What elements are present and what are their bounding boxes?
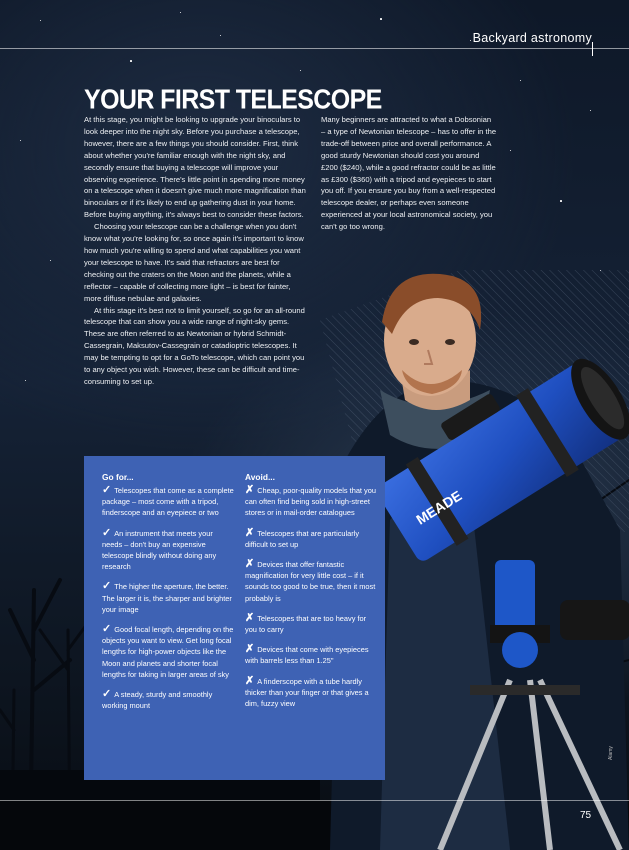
avoid-item-text: Telescopes that are particularly difficult to set up <box>245 528 360 549</box>
avoid-item <box>245 485 377 519</box>
go-for-item-text: The higher the aperture, the better. The larger it is, the sharper and brighter your image <box>102 582 232 614</box>
go-for-item-text: Good focal length, depending on the objects you want to view. Get long focal lengths for high-power objects like the Moon and planets and shorter focal lengths for taking in larger areas of sky <box>102 625 234 679</box>
cross-icon: ✗ <box>245 484 255 496</box>
paragraph: At this stage, you might be looking to upgrade your binoculars to look deeper into the night sky. Before you purchase a telescope, however, there are a few things you should consider. First, think about whether you're familiar enough with the night sky, and secondly ensure that buying a telescope will improve your observing experience. There's little point in spending more money on a telescope when it doesn't give much more magnification than binoculars or if it's likely to end up gathering dust in your home. Before buying anything, it's always best to consider these factors. <box>84 115 306 220</box>
check-icon: ✓ <box>102 526 112 539</box>
go-for-item <box>102 581 234 615</box>
telescope-brand-text: MEADE <box>413 487 465 528</box>
go-for-item <box>102 528 234 573</box>
page-number: 75 <box>580 810 592 821</box>
paragraph: Choosing your telescope can be a challenge when you don't know what you're looking for, so once again it's important to know how much you're willing to spend and what capabilities you want your telescope to have. It's said that refractors are best for checking out the craters on the Moon and the planets, while a reflector – capable of collecting more light – is best for fainter, more diffuse nebulae and galaxies. <box>84 222 304 303</box>
go-for-item <box>102 624 234 680</box>
cross-icon: ✗ <box>245 611 255 624</box>
avoid-item-text: Cheap, poor-quality models that you can often find being sold in high-street stores or in mail-order catalogues <box>245 486 376 518</box>
go-for-item <box>102 689 234 711</box>
footer-rule <box>0 800 629 801</box>
avoid-item-text: Devices that come with eyepieces with barrels less than 1.25" <box>245 645 369 666</box>
go-for-item-text: Telescopes that come as a complete package – most come with a tripod, finderscope and an eyepiece or two <box>102 486 234 518</box>
section-title: Backyard astronomy <box>472 31 592 45</box>
cross-icon: ✗ <box>245 526 255 539</box>
check-icon: ✓ <box>102 580 112 593</box>
check-icon: ✓ <box>102 688 112 701</box>
avoid-heading: Avoid... <box>245 472 275 482</box>
article-title: YOUR FIRST TELESCOPE <box>84 84 382 116</box>
paragraph: Many beginners are attracted to what a Dobsonian – a type of Newtonian telescope – has to offer in the trade-off between price and overall performance. A good sturdy Newtonian should cost you around £200 ($240), while a good refractor could be as little as £300 ($360) with a tripod and eyepieces to start you off. If you ensure you buy from a well-respected telescope dealer, or perhaps even someone experienced at your local astronomical society, you can't go too wrong. <box>321 115 497 232</box>
go-for-item <box>102 485 234 519</box>
article-right-column <box>321 114 497 233</box>
cross-icon: ✗ <box>245 674 255 687</box>
paragraph: At this stage it's best not to limit yourself, so go for an all-round telescope that can show you a wide range of night-sky gems. These are often referred to as Newtonian or hybrid Schmidt-Cassegrain, Maksutov-Cassegrain or catadioptric telescopes. It may be tempting to opt for a GoTo telescope, which can point you to any object you wish. However, these can be difficult and time-consuming to set up. <box>84 305 305 386</box>
avoid-item-text: Telescopes that are too heavy for you to carry <box>245 613 367 635</box>
check-icon: ✓ <box>102 484 112 496</box>
check-icon: ✓ <box>102 623 112 636</box>
go-for-avoid-box <box>84 456 385 780</box>
article-left-column <box>84 114 306 388</box>
cross-icon: ✗ <box>245 558 255 571</box>
avoid-item <box>245 528 377 550</box>
avoid-item <box>245 676 377 710</box>
go-for-item-text: An instrument that meets your needs – don't buy an expensive telescope blindly without doing any research <box>102 528 217 572</box>
go-for-column <box>102 472 234 720</box>
avoid-item <box>245 613 377 635</box>
avoid-item-text: A finderscope with a tube hardly thicker than your finger or that gives a dim, fuzzy view <box>245 676 369 709</box>
avoid-item-text: Devices that offer fantastic magnification for very little cost – if it sounds too good to be true, then it most probably is <box>245 560 376 603</box>
cross-icon: ✗ <box>245 643 255 656</box>
avoid-column <box>245 472 377 718</box>
avoid-item <box>245 559 377 604</box>
header-rule <box>0 48 629 49</box>
go-for-item-text: A steady, sturdy and smoothly working mount <box>102 690 213 711</box>
go-for-heading: Go for... <box>102 472 134 482</box>
header-tick <box>592 42 593 56</box>
photo-credit: Alamy <box>608 746 614 760</box>
avoid-item <box>245 644 377 666</box>
